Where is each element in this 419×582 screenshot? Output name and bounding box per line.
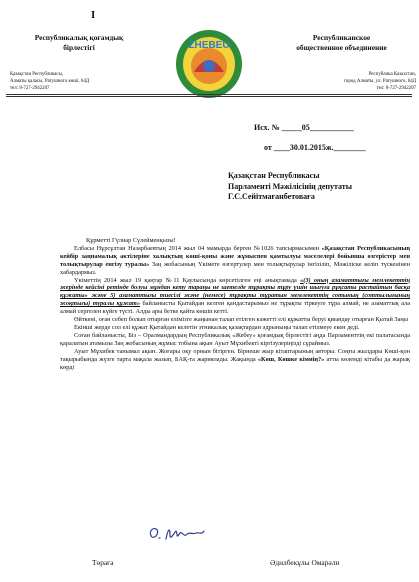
- outgoing-number: Исх. № _____05___________: [254, 123, 354, 132]
- paragraph-2-outro: байланысты Қытайдан келген қандастарымыз не тұрақты тіркеуге тұра алмай, не азаматтық ала алмай сергелен күйге түсті. Алды ары бетке қайта көшіп кетті.: [60, 300, 410, 316]
- address-russian-line1: Республика Казахстан,: [368, 72, 416, 77]
- address-kazakh-line1: Қазақстан Республикасы,: [10, 72, 63, 77]
- zhebeu-logo: [174, 28, 244, 100]
- address-russian-phone: тел: 8-727-2942207: [376, 86, 416, 91]
- paragraph-6-outro: атты көлемді кітабы да жарық көрді: [60, 355, 410, 371]
- paragraph-4: Екінші жерде сол елі құжат Қытайдан келетін этникалық қазақтардан әдрыныңы талап етілмеуе екен деді.: [74, 323, 360, 331]
- greeting: Құрметті Гүлнар Сүлейменқызы!: [86, 237, 176, 244]
- address-kazakh-phone: тел: 8-727-2942207: [10, 86, 50, 91]
- signatory-role: Төраға: [92, 558, 114, 567]
- paragraph-5: Соған байланысты, Біз – Оралмандардың Республикалық «Жебеу» қоғамдық бірлестігі аңда Парламенттің екі палатасында қаралатын атамызы Заң жобасының жұмыс тобына ақын Ауыт Мұхибекті кіргізулеріңізді сұраймыз.: [60, 331, 410, 347]
- addressee-line1: Қазақстан Республикасы: [228, 171, 320, 180]
- paragraph-1-intro: Елбасы Нұрсұлтан Назарбаевтың 2014 жыл 04 мамырда берген №1026 тапсырмасымен: [74, 244, 320, 252]
- logo-text: ZHEBEU: [188, 40, 230, 51]
- paragraph-1-law-title: «Қазақстан Республикасының кейбір заңнамалық актілеріне халықтың көші-қоны және жұмыспен қамтылуы мәселелері бойынша өзгерістер мен толықтырулар енгізу туралы»: [60, 244, 410, 268]
- org-name-russian: [270, 33, 413, 53]
- org-name-kazakh: [4, 33, 154, 53]
- address-russian-line2: город Алматы, ул. Ратушного, 64Д: [344, 79, 416, 84]
- paragraph-2-intro: Үкіметтің 2014 жыл 19 қаңтар №11 Қаулысында көрсетілген еңі анықтамада: [74, 276, 297, 284]
- addressee-block: [228, 171, 408, 203]
- paragraph-1-outro: Заң жобасының Үкімете өзгертулер мен толықтырулар інгізіліп, Мәжіліске келіп түскенінен хабардармыз.: [60, 260, 411, 276]
- letter-body: [60, 237, 410, 371]
- addressee-line3: Г.С.Сейітмағанбетоваға: [228, 192, 315, 201]
- paragraph-2: [60, 277, 410, 317]
- org-name-kazakh-line1: Республикалық қоғамдық: [34, 33, 124, 42]
- address-kazakh: [10, 71, 140, 92]
- paragraph-1: [60, 245, 410, 277]
- paragraph-6: [60, 348, 410, 372]
- header-rule-top: [6, 94, 412, 95]
- org-name-russian-line2: общественное объединение: [296, 43, 387, 52]
- paragraph-3: Өйткені, оған себеп болып отырған елімізге жаңынан талап етілген кәжетті елі құжатты беруі қиындау отырған Қытай Заңы: [74, 316, 408, 324]
- paragraph-6-intro: Ауыт Мұхибек танымал ақын. Жоғары оқу орнын бітірген. Бірнеше жыр кітаптарының авторы. Соңғы жылдары Көші-қон тақырыбында жүзге тарта мақала жазып, БАҚ-та жариялады. Жақында: [60, 347, 410, 363]
- signatory-name: Әдилбекұлы Омарәли: [270, 558, 340, 567]
- header-rule-bottom: [6, 96, 412, 97]
- address-russian: [276, 71, 416, 92]
- paragraph-6-book-title: «Көш, Көшке кімнің?»: [257, 355, 325, 363]
- paragraph-2-quote: «(3) оның азаматтығы мемлекеттің жерінде кейсіні ретінде болуы мұндан кету тараңы не шетелде тұрақты тұру үшін шығуға рұқсаты растайтын басқа құжаты» және 5) азаматтығы тиесілі және (немесе) тұрақты тұратын мемлекеттің сотының (соттылығының жоқтығы) туралы құжат»: [60, 276, 410, 308]
- org-name-russian-line1: Республиканское: [312, 33, 371, 42]
- handwritten-signature: [146, 523, 206, 545]
- address-kazakh-line2: Алматы қаласы, Ратушного көші, 64Д: [10, 79, 90, 84]
- addressee-line2: Парламенті Мәжілісінің депутаты: [228, 181, 352, 191]
- outgoing-date: от ____30.01.2015ж.________: [264, 143, 366, 152]
- org-name-kazakh-line2: бірлестігі: [63, 43, 95, 52]
- roman-mark: I: [91, 9, 96, 21]
